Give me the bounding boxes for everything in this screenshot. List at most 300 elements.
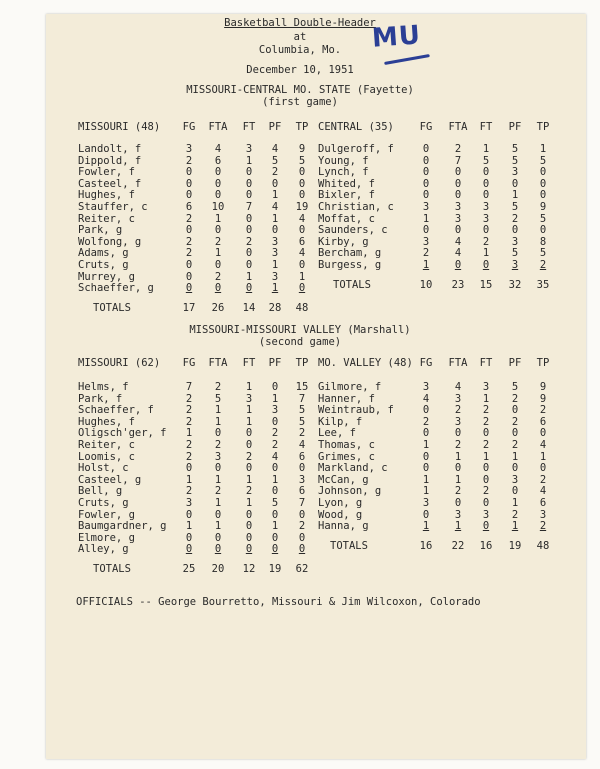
stat-cell: 1 — [422, 520, 430, 533]
stat-cell: 2 — [271, 166, 279, 179]
stat-cell: 0 — [482, 473, 490, 486]
stat-cell: 0 — [539, 224, 547, 237]
stat-cell: 3 — [482, 508, 490, 521]
stat-cell: 2 — [454, 485, 462, 498]
player-name: Park, g — [78, 224, 123, 237]
player-name: Reiter, c — [78, 212, 135, 225]
player-name: Park, f — [78, 392, 123, 405]
stat-cell: 7 — [185, 381, 193, 393]
stat-cell: 0 — [271, 462, 279, 475]
totals-cell: 32 — [508, 279, 522, 291]
stat-cell: 2 — [482, 439, 490, 451]
stat-cell: 2 — [422, 415, 430, 428]
stat-cell: 6 — [185, 201, 193, 213]
column-header: FT — [242, 121, 256, 133]
player-name: Schaeffer, g — [78, 282, 154, 295]
stat-cell: 2 — [185, 212, 193, 225]
doc-date: December 10, 1951 — [246, 64, 354, 76]
stat-cell: 0 — [245, 531, 253, 544]
player-name: Dulgeroff, f — [318, 143, 394, 155]
game2-subtitle: (second game) — [258, 336, 342, 348]
stat-cell: 2 — [298, 520, 306, 533]
totals-cell: 16 — [419, 540, 433, 552]
stat-cell: 2 — [185, 415, 193, 428]
player-name: Kilp, f — [318, 415, 363, 428]
stat-cell: 1 — [482, 450, 490, 463]
stat-cell: 3 — [214, 450, 222, 463]
stat-cell: 0 — [539, 177, 547, 190]
stat-cell: 0 — [214, 166, 222, 179]
stat-cell: 2 — [185, 439, 193, 451]
column-header: FG — [182, 121, 196, 133]
stat-cell: 0 — [214, 462, 222, 475]
stat-cell: 2 — [271, 439, 279, 451]
stat-cell: 0 — [454, 189, 462, 202]
stat-cell: 7 — [298, 497, 306, 509]
stat-cell: 0 — [454, 224, 462, 237]
player-name: Lynch, f — [318, 166, 369, 179]
stat-cell: 2 — [539, 259, 547, 271]
stat-cell: 3 — [271, 404, 279, 417]
stat-cell: 0 — [245, 508, 253, 521]
stat-cell: 5 — [539, 212, 547, 225]
stat-cell: 0 — [271, 531, 279, 544]
stat-cell: 0 — [511, 224, 519, 237]
stat-cell: 6 — [298, 235, 306, 248]
stat-cell: 3 — [185, 143, 193, 155]
player-name: Stauffer, c — [78, 201, 148, 213]
stat-cell: 9 — [298, 143, 306, 155]
stat-cell: 0 — [511, 404, 519, 417]
stat-cell: 2 — [185, 485, 193, 498]
stat-cell: 4 — [298, 439, 306, 451]
stat-cell: 0 — [482, 520, 490, 533]
stat-cell: 9 — [539, 381, 547, 393]
column-header: FG — [182, 357, 196, 369]
totals-cell: 17 — [182, 302, 196, 314]
totals-cell: 15 — [479, 279, 493, 291]
officials-line: OFFICIALS -- George Bourretto, Missouri & Jim Wilcoxon, Colorado — [76, 596, 481, 608]
stat-cell: 3 — [271, 247, 279, 260]
player-name: Wood, g — [318, 508, 363, 521]
stat-cell: 1 — [245, 270, 253, 283]
player-name: Young, f — [318, 154, 369, 167]
doc-place: Columbia, Mo. — [258, 44, 342, 56]
stat-cell: 0 — [245, 166, 253, 179]
stat-cell: 0 — [185, 508, 193, 521]
stat-cell: 1 — [422, 473, 430, 486]
player-name: Cruts, g — [78, 259, 129, 271]
stat-cell: 7 — [298, 392, 306, 405]
stat-cell: 1 — [271, 259, 279, 271]
stat-cell: 2 — [214, 235, 222, 248]
stat-cell: 3 — [511, 259, 519, 271]
stat-cell: 4 — [454, 235, 462, 248]
player-name: Landolt, f — [78, 143, 142, 155]
stat-cell: 5 — [214, 392, 222, 405]
stat-cell: 0 — [214, 531, 222, 544]
stat-cell: 0 — [298, 462, 306, 475]
stat-cell: 2 — [214, 270, 222, 283]
stat-cell: 3 — [245, 143, 253, 155]
column-header: PF — [268, 121, 282, 133]
player-name: Burgess, g — [318, 259, 382, 271]
stat-cell: 6 — [298, 485, 306, 498]
stat-cell: 2 — [511, 392, 519, 405]
column-header: PF — [268, 357, 282, 369]
stat-cell: 3 — [271, 270, 279, 283]
doc-at: at — [293, 31, 307, 43]
stat-cell: 0 — [245, 282, 253, 295]
player-name: Hanner, f — [318, 392, 375, 405]
stat-cell: 3 — [539, 508, 547, 521]
stat-cell: 0 — [245, 520, 253, 533]
stat-cell: 9 — [539, 201, 547, 213]
stat-cell: 1 — [422, 212, 430, 225]
stat-cell: 3 — [422, 381, 430, 393]
stat-cell: 3 — [511, 166, 519, 179]
player-name: Kirby, g — [318, 235, 369, 248]
stat-cell: 0 — [422, 189, 430, 202]
stat-cell: 1 — [482, 392, 490, 405]
stat-cell: 3 — [482, 381, 490, 393]
stat-cell: 0 — [185, 282, 193, 295]
totals-label: TOTALS — [333, 279, 371, 291]
totals-cell: 26 — [211, 302, 225, 314]
totals-cell: 35 — [536, 279, 550, 291]
stat-cell: 15 — [295, 381, 309, 393]
player-name: Grimes, c — [318, 450, 375, 463]
stat-cell: 1 — [422, 439, 430, 451]
stat-cell: 1 — [185, 427, 193, 440]
stat-cell: 1 — [271, 392, 279, 405]
stat-cell: 0 — [539, 189, 547, 202]
stat-cell: 0 — [482, 189, 490, 202]
stat-cell: 7 — [245, 201, 253, 213]
stat-cell: 1 — [511, 497, 519, 509]
stat-cell: 0 — [298, 177, 306, 190]
stat-cell: 2 — [511, 439, 519, 451]
player-name: Alley, g — [78, 543, 129, 556]
stat-cell: 0 — [185, 224, 193, 237]
stat-cell: 0 — [214, 224, 222, 237]
stat-cell: 0 — [454, 462, 462, 475]
player-name: Reiter, c — [78, 439, 135, 451]
stat-cell: 0 — [185, 270, 193, 283]
stat-cell: 3 — [245, 392, 253, 405]
player-name: Oligsch'ger, f — [78, 427, 167, 440]
stat-cell: 0 — [185, 462, 193, 475]
column-header: PF — [508, 357, 522, 369]
player-name: Helms, f — [78, 381, 129, 393]
stat-cell: 2 — [185, 404, 193, 417]
stat-cell: 3 — [185, 497, 193, 509]
stat-cell: 0 — [214, 189, 222, 202]
stat-cell: 0 — [185, 259, 193, 271]
stat-cell: 0 — [245, 427, 253, 440]
stat-cell: 0 — [454, 427, 462, 440]
stat-cell: 0 — [422, 177, 430, 190]
stat-cell: 6 — [539, 415, 547, 428]
totals-cell: 22 — [451, 540, 465, 552]
stat-cell: 2 — [482, 235, 490, 248]
player-name: Wolfong, g — [78, 235, 142, 248]
stat-cell: 1 — [454, 473, 462, 486]
stat-cell: 4 — [298, 212, 306, 225]
stat-cell: 4 — [271, 450, 279, 463]
stat-cell: 0 — [271, 508, 279, 521]
stat-cell: 0 — [185, 189, 193, 202]
player-name: Whited, f — [318, 177, 375, 190]
stat-cell: 4 — [271, 201, 279, 213]
column-header: FG — [419, 121, 433, 133]
totals-label: TOTALS — [93, 563, 131, 575]
totals-label: TOTALS — [93, 302, 131, 314]
stat-cell: 1 — [511, 520, 519, 533]
stat-cell: 3 — [271, 235, 279, 248]
stat-cell: 0 — [271, 415, 279, 428]
player-name: Bell, g — [78, 485, 123, 498]
totals-cell: 48 — [295, 302, 309, 314]
stat-cell: 5 — [271, 154, 279, 167]
stat-cell: 3 — [511, 473, 519, 486]
stat-cell: 3 — [454, 415, 462, 428]
stat-cell: 3 — [511, 235, 519, 248]
column-header: FTA — [448, 121, 468, 133]
stat-cell: 3 — [454, 201, 462, 213]
stat-cell: 6 — [214, 154, 222, 167]
player-name: Hanna, g — [318, 520, 369, 533]
stat-cell: 4 — [422, 392, 430, 405]
stat-cell: 0 — [539, 166, 547, 179]
stat-cell: 2 — [185, 450, 193, 463]
stat-cell: 0 — [422, 427, 430, 440]
totals-cell: 23 — [451, 279, 465, 291]
totals-cell: 25 — [182, 563, 196, 575]
stat-cell: 0 — [511, 462, 519, 475]
stat-cell: 5 — [298, 404, 306, 417]
stat-cell: 4 — [539, 439, 547, 451]
column-header: FT — [479, 121, 493, 133]
player-name: Dippold, f — [78, 154, 142, 167]
stat-cell: 1 — [271, 520, 279, 533]
stat-cell: 2 — [271, 427, 279, 440]
stat-cell: 0 — [271, 177, 279, 190]
player-name: Christian, c — [318, 201, 394, 213]
stat-cell: 0 — [422, 404, 430, 417]
stat-cell: 0 — [482, 224, 490, 237]
stat-cell: 5 — [271, 497, 279, 509]
stat-cell: 5 — [511, 143, 519, 155]
stat-cell: 0 — [245, 259, 253, 271]
stat-cell: 2 — [245, 485, 253, 498]
stat-cell: 0 — [454, 259, 462, 271]
player-name: Gilmore, f — [318, 381, 382, 393]
totals-cell: 19 — [508, 540, 522, 552]
stat-cell: 1 — [454, 520, 462, 533]
stat-cell: 1 — [245, 154, 253, 167]
stat-cell: 2 — [422, 247, 430, 260]
player-name: Cruts, g — [78, 497, 129, 509]
stat-cell: 6 — [298, 450, 306, 463]
stat-cell: 1 — [245, 473, 253, 486]
stat-cell: 0 — [422, 508, 430, 521]
player-name: Casteel, f — [78, 177, 142, 190]
column-header: FT — [242, 357, 256, 369]
stat-cell: 1 — [214, 497, 222, 509]
team-header: CENTRAL (35) — [318, 121, 394, 133]
stat-cell: 0 — [185, 177, 193, 190]
stat-cell: 0 — [482, 259, 490, 271]
stat-cell: 0 — [298, 224, 306, 237]
stat-cell: 2 — [539, 473, 547, 486]
stat-cell: 0 — [214, 177, 222, 190]
stat-cell: 2 — [454, 439, 462, 451]
stat-cell: 3 — [422, 497, 430, 509]
stat-cell: 0 — [511, 177, 519, 190]
doc-title: Basketball Double-Header — [224, 17, 376, 29]
stat-cell: 5 — [511, 201, 519, 213]
player-name: Fowler, g — [78, 508, 135, 521]
game1-subtitle: (first game) — [262, 96, 338, 108]
stat-cell: 0 — [185, 543, 193, 556]
column-header: FTA — [208, 357, 228, 369]
stat-cell: 0 — [245, 177, 253, 190]
stat-cell: 1 — [422, 485, 430, 498]
stat-cell: 0 — [245, 224, 253, 237]
stat-cell: 1 — [185, 473, 193, 486]
stat-cell: 8 — [539, 235, 547, 248]
totals-cell: 14 — [242, 302, 256, 314]
stat-cell: 2 — [214, 381, 222, 393]
column-header: TP — [295, 121, 309, 133]
stat-cell: 2 — [245, 450, 253, 463]
stat-cell: 2 — [185, 154, 193, 167]
stat-cell: 2 — [482, 415, 490, 428]
column-header: FG — [419, 357, 433, 369]
stat-cell: 1 — [539, 143, 547, 155]
stat-cell: 0 — [482, 427, 490, 440]
stat-cell: 0 — [245, 462, 253, 475]
player-name: Lyon, g — [318, 497, 363, 509]
stat-cell: 5 — [511, 247, 519, 260]
team-header: MISSOURI (48) — [78, 121, 161, 133]
stat-cell: 3 — [454, 392, 462, 405]
stat-cell: 0 — [454, 497, 462, 509]
stat-cell: 1 — [298, 270, 306, 283]
stat-cell: 0 — [214, 259, 222, 271]
totals-cell: 10 — [419, 279, 433, 291]
stat-cell: 1 — [214, 404, 222, 417]
stat-cell: 1 — [271, 212, 279, 225]
player-name: Weintraub, f — [318, 404, 394, 417]
game2-title: MISSOURI-MISSOURI VALLEY (Marshall) — [189, 324, 411, 336]
stat-cell: 0 — [185, 166, 193, 179]
stat-cell: 2 — [454, 404, 462, 417]
stat-cell: 4 — [271, 143, 279, 155]
stat-cell: 0 — [298, 282, 306, 295]
stat-cell: 0 — [245, 212, 253, 225]
player-name: Moffat, c — [318, 212, 375, 225]
stat-cell: 2 — [511, 212, 519, 225]
stat-cell: 2 — [214, 439, 222, 451]
stat-cell: 1 — [214, 415, 222, 428]
column-header: TP — [536, 357, 550, 369]
stat-cell: 0 — [214, 508, 222, 521]
stat-cell: 3 — [422, 235, 430, 248]
stat-cell: 2 — [511, 508, 519, 521]
stat-cell: 0 — [298, 543, 306, 556]
totals-cell: 62 — [295, 563, 309, 575]
column-header: TP — [536, 121, 550, 133]
player-name: Markland, c — [318, 462, 388, 475]
stat-cell: 2 — [539, 520, 547, 533]
stat-cell: 4 — [454, 247, 462, 260]
stat-cell: 1 — [245, 497, 253, 509]
stat-cell: 9 — [539, 392, 547, 405]
stat-cell: 6 — [539, 497, 547, 509]
stat-cell: 2 — [214, 485, 222, 498]
stat-cell: 2 — [482, 404, 490, 417]
stat-cell: 1 — [511, 450, 519, 463]
player-name: Fowler, f — [78, 166, 135, 179]
stat-cell: 2 — [185, 392, 193, 405]
stat-cell: 1 — [214, 473, 222, 486]
stat-cell: 2 — [185, 247, 193, 260]
team-header: MO. VALLEY (48) — [318, 357, 413, 369]
handwritten-annotation: MU — [371, 20, 422, 54]
stat-cell: 1 — [245, 404, 253, 417]
stat-cell: 0 — [422, 166, 430, 179]
totals-cell: 16 — [479, 540, 493, 552]
stat-cell: 0 — [422, 154, 430, 167]
stat-cell: 7 — [454, 154, 462, 167]
stat-cell: 0 — [245, 189, 253, 202]
stat-cell: 0 — [245, 439, 253, 451]
stat-cell: 5 — [511, 381, 519, 393]
totals-cell: 20 — [211, 563, 225, 575]
stat-cell: 2 — [539, 404, 547, 417]
player-name: Holst, c — [78, 462, 129, 475]
stat-cell: 3 — [482, 212, 490, 225]
stat-cell: 4 — [298, 247, 306, 260]
column-header: TP — [295, 357, 309, 369]
player-name: Elmore, g — [78, 531, 135, 544]
stat-cell: 0 — [271, 381, 279, 393]
stat-cell: 0 — [482, 462, 490, 475]
stat-cell: 0 — [422, 450, 430, 463]
stat-cell: 1 — [245, 381, 253, 393]
stat-cell: 1 — [511, 189, 519, 202]
stat-cell: 1 — [245, 415, 253, 428]
stat-cell: 0 — [245, 247, 253, 260]
player-name: Thomas, c — [318, 439, 375, 451]
player-name: Murrey, g — [78, 270, 135, 283]
stat-cell: 1 — [214, 520, 222, 533]
stat-cell: 1 — [482, 247, 490, 260]
stat-cell: 0 — [214, 427, 222, 440]
stat-cell: 2 — [454, 143, 462, 155]
stat-cell: 3 — [454, 212, 462, 225]
stat-cell: 0 — [214, 282, 222, 295]
stat-cell: 1 — [422, 259, 430, 271]
stat-cell: 3 — [482, 201, 490, 213]
player-name: Loomis, c — [78, 450, 135, 463]
stat-cell: 1 — [271, 473, 279, 486]
stat-cell: 5 — [539, 247, 547, 260]
stat-cell: 0 — [539, 427, 547, 440]
stat-cell: 1 — [271, 189, 279, 202]
